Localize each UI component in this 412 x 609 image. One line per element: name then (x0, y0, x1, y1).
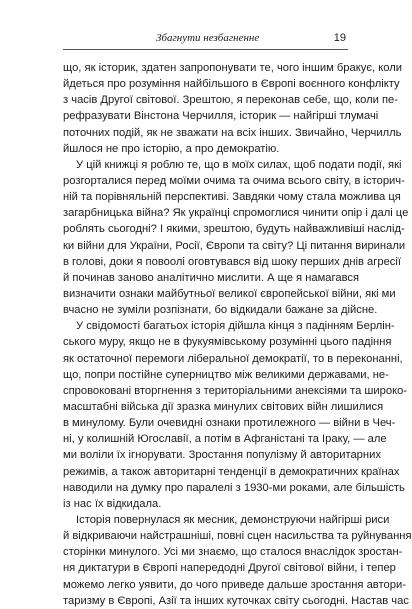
text-line: йдеться про розуміння найбільшого в Європі воєнного конфлікту (63, 78, 400, 91)
text-line: масштабні війська дії зразка минулих світових війн лишилися (63, 400, 384, 413)
text-line: як остаточної перемоги ліберальної демократії, то в переконанні, (63, 352, 403, 365)
text-line: із нас їх відкидала. (63, 497, 162, 510)
text-line: й починав заново аналітично мислити. А ще я намагався (63, 271, 360, 284)
text-line: ського муру, якщо не в фукуямівському розумінні цього падіння (63, 336, 392, 349)
text-line: ки війни для України, Росії, Європи та світу? Ці питання виринали (63, 239, 406, 252)
text-line: У свідомості багатьох історія дійшла кінця з падінням Берлін- (76, 320, 395, 333)
text-line: ня диктатури в Європі напередодні Другої світової війни, і тепер (63, 562, 396, 575)
text-line: рефразувати Вінстона Черчилля, історик — найгірші тлумачі (63, 110, 379, 123)
page-number: 19 (333, 32, 346, 44)
text-line: У цій книжці я роблю те, що в моїх силах, щоб подати події, які (76, 158, 402, 171)
running-header-title: Збагнути незбагненне (156, 32, 260, 44)
text-line: можемо легко уявити, до чого приведе дальше зростання автори- (63, 578, 406, 591)
text-line: загарбницька війна? Як українці спромоглися чинити опір і далі це (63, 207, 409, 220)
text-line: що, як історик, здатен запропонувати те, чого іншим бракує, коли (63, 62, 403, 74)
text-line: розгорталися перед моїми очима та очима всього світу, в історич- (63, 174, 405, 187)
text-line: поточних подій, як не зважати на всіх інших. Звичайно, Черчилль (63, 126, 402, 139)
text-line: вчасно не зуміли розпізнати, бо відкидали бажане за дійсне. (63, 304, 378, 317)
text-line: в голові, доки я повоолі оговтувався від шоку перших днів агресії (63, 255, 401, 268)
text-line: ні, у колишній Югославії, а потім в Афганістані та Іраку, — але (63, 433, 387, 446)
text-line: ній та порівняльній перспективі. Завдяки чому стала можлива ця (63, 191, 401, 204)
body-text (63, 60, 412, 609)
running-header (0, 31, 406, 47)
text-line: таризму в Європі, Азії та інших куточках світу сьогодні. Настав час (63, 594, 409, 607)
text-line: спровоковані вторгнення з територіальними анексіями та широко- (63, 384, 408, 397)
text-line: в минулому. Були очевидні ознаки протилежного — війни в Чеч- (63, 417, 396, 430)
text-line: сторінки минулого. Усі ми знаємо, що сталося внаслідок зростан- (63, 546, 403, 559)
text-line: Історія повернулася як месник, демонструючи найгірші риси (76, 513, 390, 526)
text-line: й відкриваючи найстрашніші, повні сцен насильства та руйнування (63, 530, 412, 543)
header-divider (63, 49, 348, 50)
text-line: визначити ознаки майбутньої великої європейської війни, які ми (63, 287, 396, 300)
text-line: роблять сьогодні? І якими, зрештою, будуть найважливіші наслід- (63, 223, 405, 236)
text-line: режимів, а також авторитарні тенденції в демократичних країнах (63, 465, 400, 478)
text-line: що, попри постійне суперництво між великими державами, не- (63, 368, 389, 381)
text-line: наводили на думку про паралелі з 1930-ми роками, але більшість (63, 481, 405, 494)
text-line: йшлося не про історію, а про демократію. (63, 142, 280, 155)
text-line: з часів Другої світової. Зрештою, я переконав себе, що, коли пе- (63, 94, 398, 107)
text-line: ми воліли їх ігнорувати. Зростання популізму й авторитарних (63, 449, 381, 462)
